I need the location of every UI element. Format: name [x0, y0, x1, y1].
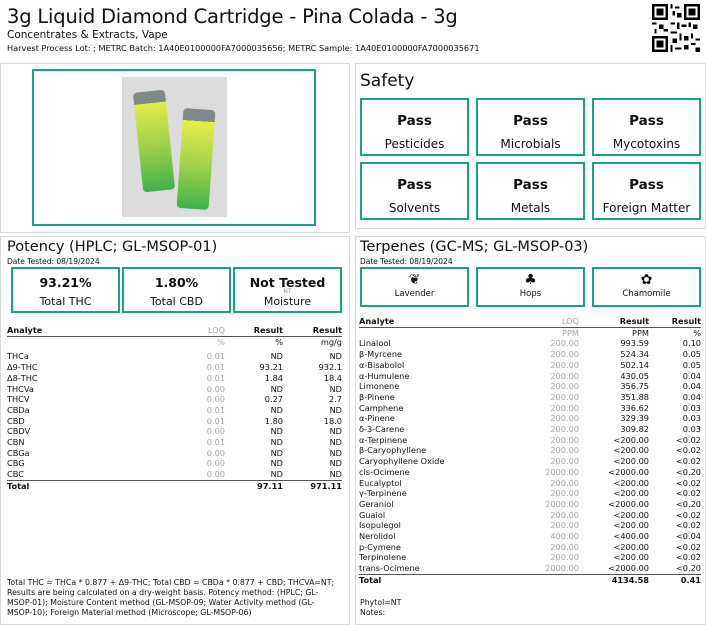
analyte-name: Eucalyptol: [359, 477, 402, 488]
terpenes-date: Date Tested: 08/19/2024: [360, 257, 453, 266]
analyte-result2: <0.02: [675, 488, 701, 499]
analyte-result2: <0.20: [675, 563, 701, 574]
analyte-name: Limonene: [359, 381, 400, 392]
terpene-aroma-card[interactable]: [476, 267, 585, 307]
analyte-name: CBN: [7, 437, 25, 448]
analyte-name: Caryophyllene Oxide: [359, 456, 445, 467]
analyte-name: Geraniol: [359, 498, 394, 509]
analyte-name: Isopulegol: [359, 520, 401, 531]
safety-label: Metals: [510, 201, 551, 215]
analyte-loq: 200.00: [550, 477, 579, 488]
analyte-result: <200.00: [613, 488, 649, 499]
potency-title: Potency (HPLC; GL-MSOP-01): [7, 239, 218, 255]
aroma-label: Hops: [519, 289, 542, 299]
safety-card[interactable]: [592, 98, 701, 156]
analyte-result2: 0.03: [682, 413, 701, 424]
analyte-loq: 200.00: [550, 434, 579, 445]
analyte-result: <2000.00: [608, 563, 649, 574]
analyte-result2: 0.10: [682, 338, 701, 349]
table-row: [7, 458, 342, 469]
table-row: [359, 435, 701, 446]
analyte-name: Δ8-THC: [7, 372, 38, 383]
analyte-result2: 0.04: [682, 381, 701, 392]
terpenes-note-1: Phytol=NT: [360, 598, 402, 607]
safety-label: Microbials: [500, 137, 561, 151]
analyte-result2: <0.02: [675, 434, 701, 445]
analyte-loq: 200.00: [550, 359, 579, 370]
analyte-result: ND: [270, 437, 283, 448]
analyte-name: Δ9-THC: [7, 362, 38, 373]
analyte-result: <2000.00: [608, 466, 649, 477]
analyte-name: cis-Ocimene: [359, 466, 410, 477]
analyte-loq: 0.00: [206, 383, 225, 394]
analyte-result: 351.88: [620, 391, 649, 402]
analyte-result2: <0.20: [675, 498, 701, 509]
analyte-loq: 0.01: [206, 372, 225, 383]
summary-label: Moisture: [263, 295, 312, 308]
analyte-loq: 200.00: [550, 520, 579, 531]
analyte-loq: 2000.00: [545, 563, 579, 574]
potency-date: Date Tested: 08/19/2024: [7, 257, 100, 266]
safety-result: Pass: [513, 177, 548, 193]
report-title: 3g Liquid Diamond Cartridge - Pina Colada - 3g: [7, 5, 458, 28]
analyte-result: <200.00: [613, 552, 649, 563]
col-result2: Result: [312, 325, 342, 335]
table-row: [7, 469, 342, 480]
safety-result: Pass: [629, 177, 664, 193]
terpene-aroma-card[interactable]: [360, 267, 469, 307]
analyte-loq: 200.00: [550, 445, 579, 456]
analyte-loq: 2000.00: [545, 466, 579, 477]
total-loq: [499, 574, 579, 585]
analyte-loq: 200.00: [550, 338, 579, 349]
aroma-label: Chamomile: [622, 289, 671, 299]
analyte-loq: 0.01: [206, 404, 225, 415]
table-row: [359, 381, 701, 392]
analyte-result2: <0.20: [675, 466, 701, 477]
analyte-loq: 0.00: [206, 447, 225, 458]
terpenes-note-2: Notes:: [360, 608, 386, 617]
analyte-result: 356.75: [620, 381, 649, 392]
table-row: [359, 563, 701, 574]
analyte-result: <200.00: [613, 477, 649, 488]
analyte-loq: 200.00: [550, 509, 579, 520]
analyte-loq: 2000.00: [545, 498, 579, 509]
table-row: [359, 531, 701, 542]
analyte-result2: <0.02: [675, 509, 701, 520]
analyte-result2: ND: [329, 469, 342, 480]
summary-label: Total THC: [39, 295, 92, 308]
table-row: [359, 467, 701, 478]
table-row: [7, 351, 342, 362]
analyte-result2: ND: [329, 383, 342, 394]
analyte-result2: <0.02: [675, 520, 701, 531]
table-row: [359, 456, 701, 467]
analyte-result: <200.00: [613, 445, 649, 456]
analyte-name: Linalool: [359, 338, 391, 349]
analyte-name: γ-Terpinene: [359, 488, 407, 499]
safety-label: Foreign Matter: [602, 201, 691, 215]
safety-result: Pass: [397, 113, 432, 129]
analyte-loq: 0.01: [206, 415, 225, 426]
terpenes-table-wrap: [359, 316, 701, 586]
unit-loq: %: [157, 336, 225, 347]
analyte-name: THCa: [7, 351, 29, 362]
safety-card[interactable]: [592, 162, 701, 220]
analyte-result2: 18.4: [323, 372, 342, 383]
analyte-result: 336.62: [620, 402, 649, 413]
analyte-loq: 200.00: [550, 370, 579, 381]
table-row: [359, 478, 701, 489]
table-row: [359, 371, 701, 382]
analyte-loq: 0.00: [206, 469, 225, 480]
total-label: Total: [359, 574, 499, 585]
analyte-result: ND: [270, 351, 283, 362]
table-row: [359, 445, 701, 456]
table-row: [7, 416, 342, 427]
table-row: [359, 360, 701, 371]
potency-header-row: [7, 325, 342, 336]
analyte-name: p-Cymene: [359, 541, 401, 552]
analyte-name: β-Myrcene: [359, 349, 403, 360]
analyte-name: CBDV: [7, 426, 31, 437]
safety-result: Pass: [513, 113, 548, 129]
analyte-result2: 2.7: [328, 394, 342, 405]
total-row: [7, 480, 342, 491]
analyte-result2: 0.05: [682, 349, 701, 360]
analyte-loq: 0.00: [206, 458, 225, 469]
potency-summary-card[interactable]: [11, 267, 120, 313]
analyte-result: ND: [270, 447, 283, 458]
table-row: [7, 384, 342, 395]
terpenes-header-row: [359, 316, 701, 327]
summary-label: Total CBD: [150, 295, 203, 308]
safety-card[interactable]: [476, 162, 585, 220]
col-loq: LOQ: [207, 325, 225, 335]
analyte-result: <200.00: [613, 456, 649, 467]
summary-note: NT: [283, 288, 292, 295]
analyte-name: THCVa: [7, 383, 34, 394]
analyte-loq: 0.01: [206, 362, 225, 373]
analyte-name: α-Humulene: [359, 370, 410, 381]
lavender-icon: ❦: [408, 272, 421, 288]
analyte-result2: ND: [329, 447, 342, 458]
safety-card[interactable]: [360, 98, 469, 156]
table-row: [359, 499, 701, 510]
analyte-result: 93.21: [259, 362, 283, 373]
analyte-loq: 200.00: [550, 413, 579, 424]
analyte-name: α-Bisabolol: [359, 359, 405, 370]
safety-title: Safety: [360, 71, 415, 91]
analyte-result: <200.00: [613, 434, 649, 445]
table-row: [7, 426, 342, 437]
unit-loq: PPM: [499, 327, 579, 338]
analyte-result2: 0.05: [682, 359, 701, 370]
analyte-name: Terpinolene: [359, 552, 407, 563]
terpene-aroma-card[interactable]: [592, 267, 701, 307]
analyte-result2: ND: [329, 404, 342, 415]
analyte-result2: <0.02: [675, 456, 701, 467]
analyte-result: 993.59: [620, 338, 649, 349]
table-row: [359, 488, 701, 499]
potency-summary-card[interactable]: [122, 267, 231, 313]
analyte-loq: 200.00: [550, 381, 579, 392]
analyte-result2: 0.03: [682, 424, 701, 435]
analyte-result: 1.84: [264, 372, 283, 383]
analyte-result: 502.14: [620, 359, 649, 370]
analyte-result2: 18.0: [323, 415, 342, 426]
table-row: [359, 403, 701, 414]
potency-table-wrap: [7, 325, 342, 492]
table-row: [359, 552, 701, 563]
analyte-loq: 400.00: [550, 531, 579, 542]
analyte-result2: <0.02: [675, 477, 701, 488]
hops-icon: ♣: [524, 272, 537, 288]
total-result2: 0.41: [649, 574, 701, 585]
analyte-name: β-Caryophyllene: [359, 445, 427, 456]
product-photo-frame: [32, 69, 316, 226]
analyte-loq: 200.00: [550, 488, 579, 499]
analyte-result2: ND: [329, 458, 342, 469]
col-result: Result: [253, 325, 283, 335]
table-row: [7, 448, 342, 459]
table-row: [359, 338, 701, 349]
chamomile-icon: ✿: [640, 272, 653, 288]
analyte-name: β-Pinene: [359, 391, 395, 402]
analyte-result: 309.82: [620, 424, 649, 435]
analyte-loq: 200.00: [550, 424, 579, 435]
unit-result2: mg/g: [283, 336, 342, 347]
safety-result: Pass: [629, 113, 664, 129]
safety-result: Pass: [397, 177, 432, 193]
analyte-name: CBG: [7, 458, 25, 469]
analyte-result: 329.39: [620, 413, 649, 424]
table-row: [7, 362, 342, 373]
analyte-loq: 200.00: [550, 402, 579, 413]
table-row: [359, 542, 701, 553]
safety-label: Pesticides: [384, 137, 445, 151]
analyte-result2: 0.03: [682, 402, 701, 413]
analyte-result2: 0.04: [682, 391, 701, 402]
product-category: Concentrates & Extracts, Vape: [7, 29, 168, 41]
table-row: [359, 349, 701, 360]
analyte-result2: <0.04: [675, 531, 701, 542]
analyte-result2: ND: [329, 426, 342, 437]
analyte-loq: 0.01: [206, 351, 225, 362]
analyte-result: 1.80: [264, 415, 283, 426]
analyte-loq: 200.00: [550, 349, 579, 360]
potency-units-row: [7, 336, 342, 347]
analyte-result: ND: [270, 458, 283, 469]
table-row: [359, 424, 701, 435]
safety-label: Mycotoxins: [612, 137, 681, 151]
unit-result: %: [225, 336, 283, 347]
col-analyte: Analyte: [7, 325, 43, 335]
batch-meta: Harvest Process Lot: ; METRC Batch: 1A40E0100000FA7000035656; METRC Sample: 1A40E0100000FA7000035671: [7, 43, 480, 53]
analyte-result2: 932.1: [318, 362, 342, 373]
analyte-name: α-Terpinene: [359, 434, 408, 445]
analyte-result: ND: [270, 383, 283, 394]
analyte-loq: 0.01: [206, 437, 225, 448]
analyte-result: 0.27: [264, 394, 283, 405]
col-result2: Result: [671, 316, 701, 326]
summary-value: 93.21%: [39, 275, 92, 290]
potency-footnote: Total THC = THCa * 0.877 + Δ9-THC; Total CBD = CBDa * 0.877 + CBD; THCVA=NT; Results are being calculated on a dry-weight basis. Potency method: (HPLC; GL-MSOP-01); Moisture Content method (GL-MSOP-09; Water Activity method (GL-MSOP-10); Foreign Material method (Microscope; GL-MSOP-06): [7, 578, 335, 617]
analyte-result2: ND: [329, 351, 342, 362]
analyte-name: α-Pinene: [359, 413, 395, 424]
terpenes-title: Terpenes (GC-MS; GL-MSOP-03): [360, 239, 589, 255]
table-row: [7, 437, 342, 448]
analyte-result2: <0.02: [675, 552, 701, 563]
table-row: [359, 392, 701, 403]
col-result: Result: [619, 316, 649, 326]
table-row: [359, 510, 701, 521]
analyte-result: ND: [270, 469, 283, 480]
analyte-result: <400.00: [613, 531, 649, 542]
analyte-result: 430.05: [620, 370, 649, 381]
analyte-name: CBGa: [7, 447, 30, 458]
potency-table: [7, 325, 342, 492]
potency-summary-card[interactable]: [233, 267, 342, 313]
analyte-loq: 0.00: [206, 394, 225, 405]
summary-value: 1.80%: [154, 275, 199, 290]
analyte-loq: 200.00: [550, 391, 579, 402]
analyte-result: 524.34: [620, 349, 649, 360]
table-row: [359, 413, 701, 424]
safety-card[interactable]: [476, 98, 585, 156]
analyte-loq: 0.00: [206, 426, 225, 437]
analyte-name: THCV: [7, 394, 30, 405]
table-row: [7, 373, 342, 384]
analyte-name: trans-Ocimene: [359, 563, 420, 574]
analyte-name: δ-3-Carene: [359, 424, 405, 435]
table-row: [359, 520, 701, 531]
analyte-result: <200.00: [613, 520, 649, 531]
analyte-loq: 200.00: [550, 552, 579, 563]
safety-label: Solvents: [388, 201, 441, 215]
total-result: 4134.58: [579, 574, 649, 585]
analyte-name: Nerolidol: [359, 531, 396, 542]
analyte-name: CBC: [7, 469, 24, 480]
total-row: [359, 574, 701, 585]
analyte-loq: 200.00: [550, 541, 579, 552]
analyte-result2: <0.02: [675, 541, 701, 552]
total-result: 97.11: [225, 480, 283, 491]
terpenes-table: [359, 316, 701, 586]
unit-result2: %: [649, 327, 701, 338]
qr-code-icon[interactable]: [652, 4, 700, 52]
analyte-result: ND: [270, 426, 283, 437]
analyte-result: <2000.00: [608, 498, 649, 509]
safety-card[interactable]: [360, 162, 469, 220]
terpenes-units-row: [359, 327, 701, 338]
total-result2: 971.11: [283, 480, 342, 491]
table-row: [7, 394, 342, 405]
analyte-name: CBDa: [7, 404, 30, 415]
analyte-result2: 0.04: [682, 370, 701, 381]
summary-value: Not Tested: [249, 275, 326, 290]
analyte-loq: 200.00: [550, 456, 579, 467]
col-loq: LOQ: [561, 316, 579, 326]
analyte-name: Camphene: [359, 402, 404, 413]
col-analyte: Analyte: [359, 316, 395, 326]
analyte-result2: ND: [329, 437, 342, 448]
analyte-name: Guaiol: [359, 509, 386, 520]
analyte-result: <200.00: [613, 509, 649, 520]
table-row: [7, 405, 342, 416]
analyte-name: CBD: [7, 415, 25, 426]
aroma-label: Lavender: [394, 289, 435, 299]
product-photo[interactable]: [122, 77, 227, 217]
total-label: Total: [7, 480, 157, 491]
unit-result: PPM: [579, 327, 649, 338]
analyte-result: ND: [270, 404, 283, 415]
analyte-result2: <0.02: [675, 445, 701, 456]
total-loq: [157, 480, 225, 491]
analyte-result: <200.00: [613, 541, 649, 552]
